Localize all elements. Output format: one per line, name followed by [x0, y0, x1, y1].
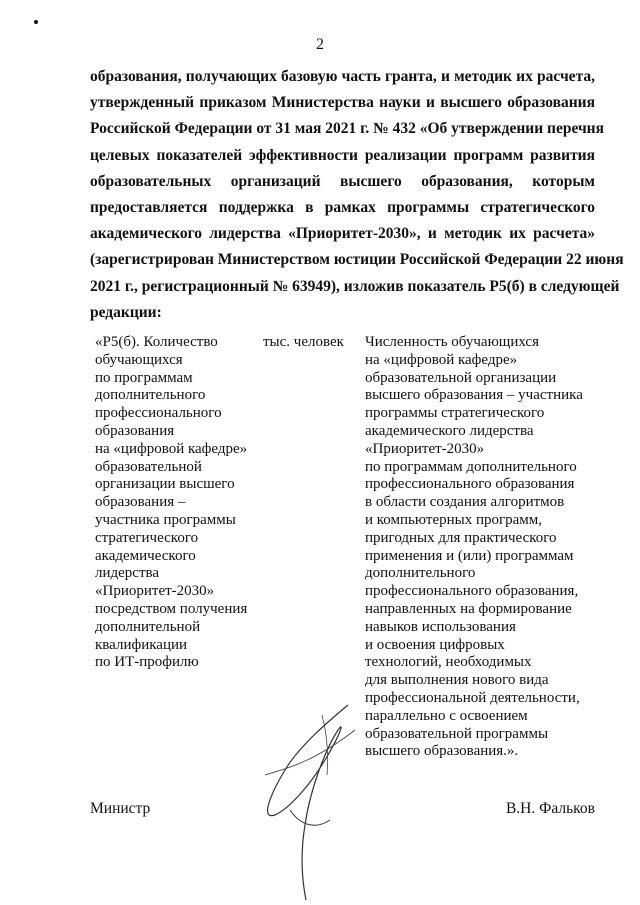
indicator-description-line: для выполнения нового вида	[365, 672, 549, 689]
body-line: Российской Федерации от 31 мая 2021 г. № 432 «Об утверждении перечня	[90, 120, 604, 138]
body-line: предоставляется поддержка в рамках программы стратегического	[90, 199, 595, 217]
indicator-name-column	[95, 334, 260, 672]
indicator-description-line: пригодных для практического	[365, 529, 557, 546]
indicator-description-line: высшего образования – участника	[365, 387, 583, 404]
body-paragraph	[90, 64, 624, 326]
indicator-description-line: академического лидерства	[365, 422, 534, 439]
indicator-name-line: участника программы	[95, 511, 236, 528]
indicator-name-line: «Р5(б). Количество	[95, 334, 218, 350]
indicator-description-line: технологий, необходимых	[365, 654, 532, 671]
indicator-name-line: «Приоритет-2030»	[95, 583, 215, 600]
indicator-name-line: образования –	[95, 494, 186, 511]
indicator-description-line: и освоения цифровых	[365, 636, 505, 653]
indicator-name-line: дополнительной	[95, 618, 201, 635]
indicator-description-line: навыков использования	[365, 618, 516, 635]
indicator-name-line: стратегического	[95, 529, 199, 546]
indicator-name-line: лидерства	[95, 565, 160, 582]
indicator-description-line: программы стратегического	[365, 405, 545, 422]
indicator-unit-column	[263, 334, 363, 352]
indicator-name-line: дополнительного	[95, 387, 206, 404]
handwritten-signature	[230, 690, 370, 905]
body-line: (зарегистрирован Министерством юстиции Российской Федерации 22 июня	[90, 251, 624, 269]
indicator-description-column	[365, 334, 605, 761]
indicator-name-line: по ИТ-профилю	[95, 654, 199, 671]
indicator-description-line: направленных на формирование	[365, 600, 572, 617]
indicator-description-line: «Приоритет-2030»	[365, 440, 485, 457]
indicator-description-line: образовательной организации	[365, 369, 557, 386]
indicator-name-line: на «цифровой кафедре»	[95, 440, 248, 457]
indicator-name-line: профессионального	[95, 405, 222, 422]
body-line: целевых показателей эффективности реализации программ развития	[90, 146, 595, 164]
page-number: 2	[316, 36, 324, 53]
body-line: образования, получающих базовую часть гранта, и методик их расчета,	[90, 68, 595, 85]
indicator-description-line: Численность обучающихся	[365, 334, 539, 350]
stray-dot-mark	[34, 20, 38, 24]
indicator-name-line: образования	[95, 422, 175, 439]
body-line: утвержденный приказом Министерства науки и высшего образования	[90, 94, 595, 112]
indicator-name-line: организации высшего	[95, 476, 235, 493]
indicator-description-line: в области создания алгоритмов	[365, 494, 565, 511]
indicator-unit: тыс. человек	[263, 334, 344, 350]
indicator-description-line: высшего образования.».	[365, 743, 519, 760]
indicator-description-line: профессионального образования,	[365, 583, 579, 600]
signatory-name: В.Н. Фальков	[505, 800, 595, 817]
signatory-title: Министр	[90, 800, 151, 817]
indicator-description-line: и компьютерных программ,	[365, 511, 543, 528]
indicator-description-line: по программам дополнительного	[365, 458, 577, 475]
indicator-name-line: образовательной	[95, 458, 202, 475]
indicator-description-line: профессионального образования	[365, 476, 575, 493]
indicator-description-line: дополнительного	[365, 565, 476, 582]
indicator-name-line: посредством получения	[95, 600, 248, 617]
body-line: академического лидерства «Приоритет-2030», и методик их расчета»	[90, 225, 595, 243]
indicator-description-line: профессиональной деятельности,	[365, 689, 580, 706]
indicator-name-line: квалификации	[95, 636, 188, 653]
body-line: 2021 г., регистрационный № 63949), изложив показатель Р5(б) в следующей	[90, 277, 620, 295]
indicator-description-line: применения и (или) программам	[365, 547, 574, 564]
indicator-description-line: на «цифровой кафедре»	[365, 351, 518, 368]
indicator-description-line: параллельно с освоением	[365, 707, 528, 724]
body-line: образовательных организаций высшего образования, которым	[90, 172, 595, 190]
indicator-name-line: академического	[95, 547, 196, 564]
body-line: редакции:	[90, 303, 162, 321]
indicator-name-line: обучающихся	[95, 351, 183, 368]
indicator-description-line: образовательной программы	[365, 725, 549, 742]
indicator-name-line: по программам	[95, 369, 193, 386]
